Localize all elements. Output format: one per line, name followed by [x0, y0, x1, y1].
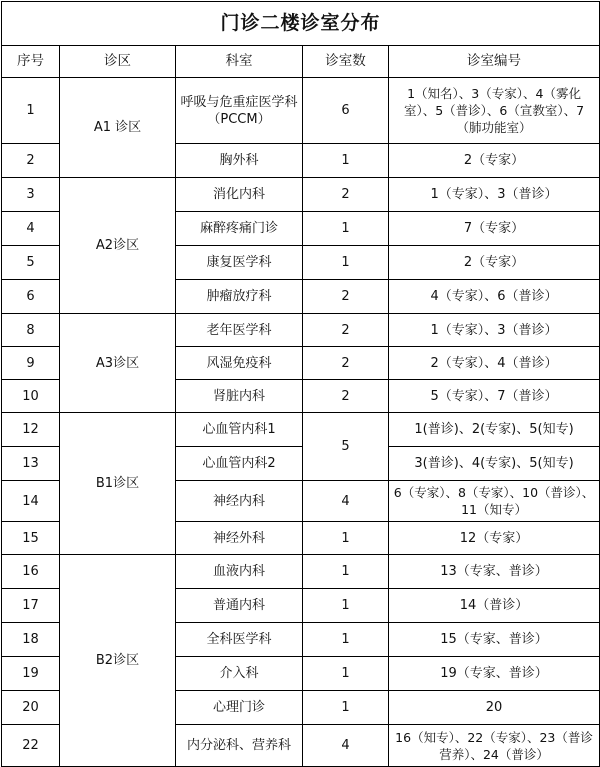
row-count: 2 [303, 280, 389, 314]
row-dept: 心理门诊 [176, 691, 303, 725]
row-dept: 呼吸与危重症医学科（PCCM） [176, 78, 303, 144]
row-dept: 心血管内科1 [176, 413, 303, 447]
row-rooms: 2（专家） [389, 144, 600, 178]
zone-a1: A1 诊区 [60, 78, 176, 178]
row-no: 19 [2, 657, 60, 691]
table-row [2, 78, 600, 144]
row-count: 2 [303, 178, 389, 212]
row-count: 1 [303, 657, 389, 691]
row-no: 8 [2, 314, 60, 347]
row-no: 22 [2, 725, 60, 767]
row-rooms: 1（专家）、3（普诊） [389, 314, 600, 347]
row-rooms: 1(普诊)、2(专家)、5(知专) [389, 413, 600, 447]
row-rooms: 16（知专）、22（专家）、23（普诊营养）、24（普诊） [389, 725, 600, 767]
row-count: 6 [303, 78, 389, 144]
header-count: 诊室数 [303, 46, 389, 78]
row-dept: 风湿免疫科 [176, 347, 303, 380]
row-no: 9 [2, 347, 60, 380]
row-no: 5 [2, 246, 60, 280]
row-count: 2 [303, 347, 389, 380]
row-dept: 消化内科 [176, 178, 303, 212]
zone-a2: A2诊区 [60, 178, 176, 314]
row-no: 4 [2, 212, 60, 246]
row-rooms: 1（知名）、3（专家）、4（雾化室）、5（普诊）、6（宣教室）、7（肺功能室） [389, 78, 600, 144]
row-count: 1 [303, 623, 389, 657]
row-no: 10 [2, 380, 60, 413]
row-no: 17 [2, 589, 60, 623]
row-no: 18 [2, 623, 60, 657]
row-rooms: 14（普诊） [389, 589, 600, 623]
row-no: 15 [2, 522, 60, 555]
row-dept: 介入科 [176, 657, 303, 691]
row-count: 1 [303, 691, 389, 725]
row-dept: 肾脏内科 [176, 380, 303, 413]
row-count: 1 [303, 246, 389, 280]
row-rooms: 6（专家）、8（专家）、10（普诊）、11（知专） [389, 481, 600, 522]
row-dept: 全科医学科 [176, 623, 303, 657]
row-no: 16 [2, 555, 60, 589]
row-rooms: 12（专家） [389, 522, 600, 555]
row-dept: 神经外科 [176, 522, 303, 555]
row-dept: 麻醉疼痛门诊 [176, 212, 303, 246]
row-dept: 内分泌科、营养科 [176, 725, 303, 767]
row-count: 4 [303, 481, 389, 522]
row-rooms: 20 [389, 691, 600, 725]
zone-b1: B1诊区 [60, 413, 176, 555]
row-count: 2 [303, 380, 389, 413]
header-dept: 科室 [176, 46, 303, 78]
row-count: 5 [303, 413, 389, 481]
header-row [2, 46, 600, 78]
row-dept: 胸外科 [176, 144, 303, 178]
zone-b2: B2诊区 [60, 555, 176, 767]
zone-a3: A3诊区 [60, 314, 176, 413]
row-rooms: 4（专家）、6（普诊） [389, 280, 600, 314]
row-count: 2 [303, 314, 389, 347]
table-row [2, 314, 600, 347]
row-rooms: 2（专家） [389, 246, 600, 280]
row-rooms: 2（专家）、4（普诊） [389, 347, 600, 380]
row-no: 12 [2, 413, 60, 447]
row-no: 2 [2, 144, 60, 178]
row-dept: 普通内科 [176, 589, 303, 623]
row-no: 14 [2, 481, 60, 522]
clinic-table [1, 1, 600, 767]
row-dept: 心血管内科2 [176, 447, 303, 481]
row-no: 1 [2, 78, 60, 144]
row-dept: 康复医学科 [176, 246, 303, 280]
row-rooms: 7（专家） [389, 212, 600, 246]
row-count: 1 [303, 212, 389, 246]
header-zone: 诊区 [60, 46, 176, 78]
row-rooms: 3(普诊)、4(专家)、5(知专) [389, 447, 600, 481]
row-no: 13 [2, 447, 60, 481]
row-no: 6 [2, 280, 60, 314]
row-no: 3 [2, 178, 60, 212]
row-rooms: 5（专家）、7（普诊） [389, 380, 600, 413]
row-count: 1 [303, 144, 389, 178]
header-rooms: 诊室编号 [389, 46, 600, 78]
table-row [2, 413, 600, 447]
table-row [2, 178, 600, 212]
row-dept: 老年医学科 [176, 314, 303, 347]
header-no: 序号 [2, 46, 60, 78]
table-row [2, 555, 600, 589]
row-rooms: 15（专家、普诊） [389, 623, 600, 657]
row-count: 1 [303, 589, 389, 623]
row-dept: 肿瘤放疗科 [176, 280, 303, 314]
row-rooms: 13（专家、普诊） [389, 555, 600, 589]
row-count: 4 [303, 725, 389, 767]
row-dept: 血液内科 [176, 555, 303, 589]
row-no: 20 [2, 691, 60, 725]
row-count: 1 [303, 555, 389, 589]
page-title: 门诊二楼诊室分布 [2, 2, 600, 46]
row-dept: 神经内科 [176, 481, 303, 522]
row-rooms: 19（专家、普诊） [389, 657, 600, 691]
row-count: 1 [303, 522, 389, 555]
row-rooms: 1（专家）、3（普诊） [389, 178, 600, 212]
